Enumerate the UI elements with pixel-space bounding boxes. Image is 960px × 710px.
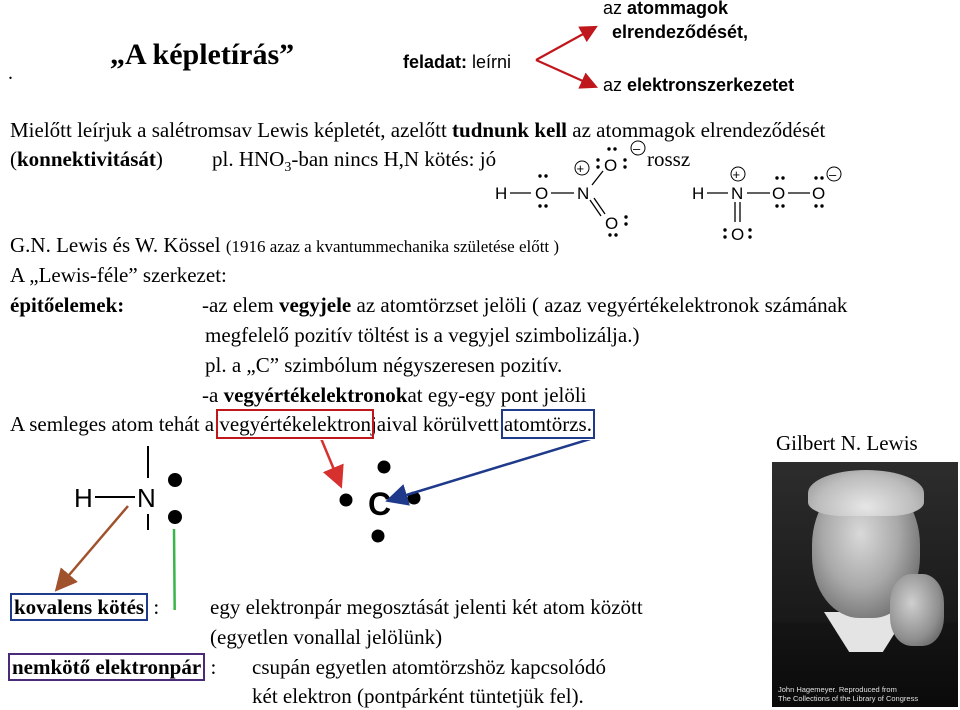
intro-line2 (10, 147, 163, 172)
branch-top-line1 (603, 0, 728, 19)
covalent-colon: : (148, 595, 160, 619)
item2-b: at egy-egy pont jelöli (407, 383, 587, 407)
good-n: N (577, 184, 590, 203)
portrait-hand (890, 574, 944, 646)
lonepair-colon: : (205, 655, 217, 679)
portrait-caption (778, 685, 918, 703)
arrow-to-covalent (58, 506, 128, 588)
task-line (403, 52, 511, 73)
arrow-to-lone-pair (174, 529, 175, 610)
bad-minus-sign: – (829, 167, 837, 182)
item2-a: -a (202, 383, 224, 407)
plus-sign: + (576, 161, 585, 176)
branch-bottom (603, 75, 794, 96)
arrow-to-nuclei (536, 28, 594, 60)
intro-line1 (10, 118, 825, 143)
branch-bottom-bold: elektronszerkezetet (627, 75, 795, 95)
summary-a: A semleges atom tehát a (10, 412, 220, 436)
covalent-term: kovalens kötés (10, 593, 148, 621)
arrow-to-core (390, 440, 600, 500)
item1-a: -az elem (202, 293, 279, 317)
stray-dot: . (8, 62, 13, 84)
diagram-c: C (368, 486, 392, 522)
item1-line1 (202, 293, 847, 318)
branch-arrows (530, 20, 610, 100)
summary-line (10, 412, 592, 437)
valence-electron-box: vegyértékelektron (219, 412, 371, 436)
good-h: H (495, 184, 508, 203)
good-structure-diagram (490, 140, 650, 240)
arrow-to-electron (320, 440, 340, 484)
item1-line3: pl. a „C” szimbólum négyszeresen pozitív. (205, 353, 563, 377)
intro-line2-rest: -ban nincs H,N kötés: jó (291, 147, 497, 171)
task-label: feladat: (403, 52, 468, 72)
intro-line1-bold: tudnunk kell (452, 118, 568, 142)
bad-o3: O (731, 225, 745, 244)
intro-line2-bold: konnektivitását (17, 147, 156, 171)
diagram-h: H (74, 483, 93, 513)
branch-bottom-prefix: az (603, 75, 628, 95)
paren-close: ) (155, 147, 163, 171)
bad-n: N (731, 184, 744, 203)
bad-label: rossz (647, 147, 691, 171)
item2-bold: vegyértékelektronok (223, 383, 408, 407)
formula-hno: pl. HNO (212, 147, 285, 171)
lonepair-term: nemkötő elektronpár (8, 653, 205, 681)
history-line (10, 233, 559, 258)
portrait-hair (808, 470, 924, 516)
bad-plus-sign: + (732, 167, 741, 182)
caption-line1: John Hagemeyer. Reproduced from (778, 685, 897, 694)
summary-mid: jaival körülvett (370, 412, 504, 436)
good-o2: O (604, 156, 618, 175)
branch-top-line2: elrendeződését, (612, 22, 749, 42)
bad-structure-diagram (688, 160, 848, 250)
item1-line2: megfelelő pozitív töltést is a vegyjel szimbolizálja.) (205, 323, 640, 347)
lonepair-row (8, 655, 216, 680)
lewis-diagram (0, 440, 770, 610)
intro-line2-example (212, 147, 496, 176)
atomic-core-box: atomtörzs. (503, 412, 592, 436)
lonepair-def1: csupán egyetlen atomtörzshöz kapcsolódó (252, 655, 606, 679)
item1-bold: vegyjele (278, 293, 352, 317)
bad-o2: O (812, 184, 826, 203)
page-title: „A képletírás” (110, 38, 295, 71)
good-o3: O (605, 214, 619, 233)
task-verb: leírni (472, 52, 512, 72)
branch-top-prefix: az (603, 0, 628, 18)
formula-subscript: 3 (284, 160, 292, 176)
item1-b: az atomtörzset jelöli ( azaz vegyértékelektronok számának (351, 293, 848, 317)
intro-line1-b: az atommagok elrendeződését (567, 118, 826, 142)
building-blocks-label: épitőelemek: (10, 293, 125, 317)
history-names: G.N. Lewis és W. Kössel (10, 233, 221, 257)
minus-sign: – (633, 141, 641, 156)
paren-open: ( (10, 147, 17, 171)
diagram-n: N (137, 483, 156, 513)
lonepair-def2: két elektron (pontpárként tüntetjük fel). (252, 684, 584, 708)
bad-h: H (692, 184, 705, 203)
portrait-photo (772, 462, 958, 707)
covalent-def1: egy elektronpár megosztását jelenti két atom között (210, 595, 643, 619)
portrait-name: Gilbert N. Lewis (776, 431, 918, 455)
lewis-heading: A „Lewis-féle” szerkezet: (10, 263, 227, 287)
bond-n-o-lower-1 (590, 200, 601, 216)
arrow-to-electrons (536, 60, 594, 86)
caption-line2: The Collections of the Library of Congress (778, 694, 919, 703)
bad-o1: O (772, 184, 786, 203)
intro-line1-a: Mielőtt leírjuk a salétromsav Lewis képletét, azelőtt (10, 118, 453, 142)
bond-n-o-lower-2 (594, 198, 605, 214)
bond-n-o-upper (592, 171, 603, 185)
good-o1: O (535, 184, 549, 203)
history-dates: (1916 azaz a kvantummechanika születése előtt ) (225, 237, 560, 256)
covalent-row (10, 595, 159, 620)
branch-top-bold: atommagok (627, 0, 729, 18)
item2-line (202, 383, 587, 408)
covalent-def2: (egyetlen vonallal jelölünk) (210, 625, 443, 649)
